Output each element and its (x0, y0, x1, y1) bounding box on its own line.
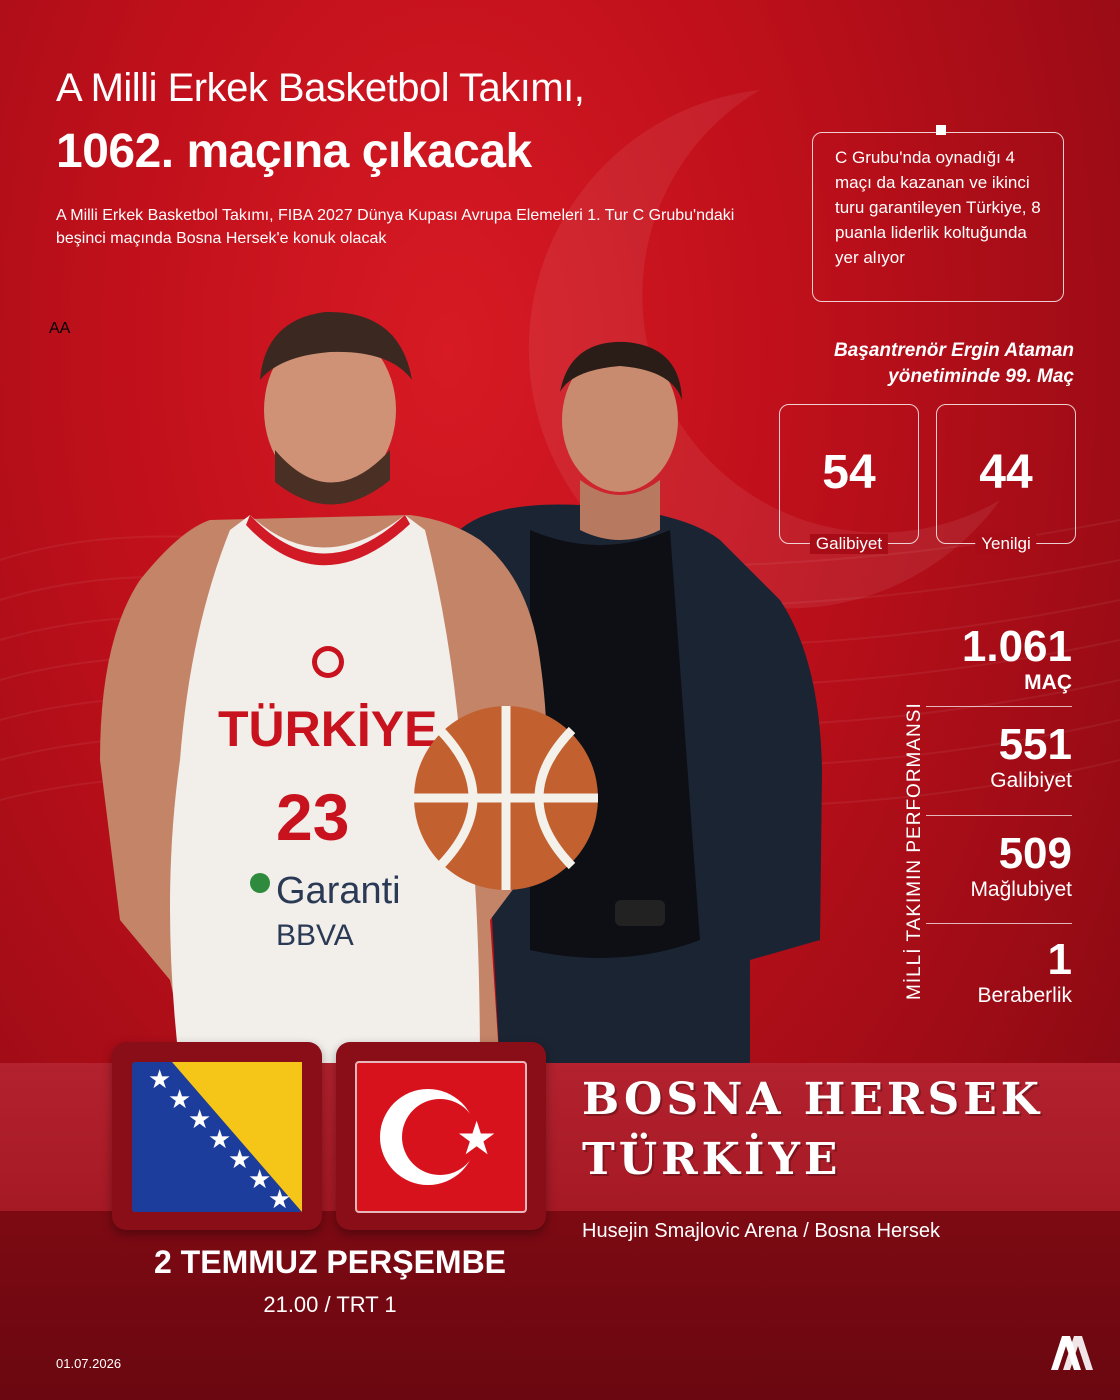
perf-item-matches (962, 624, 1072, 696)
svg-text:★: ★ (268, 1185, 292, 1215)
match-time: 21.00 / TRT 1 (263, 1292, 397, 1317)
coach-losses-box (936, 404, 1076, 553)
bosnia-flag-icon (132, 1062, 302, 1215)
coach-wins-value: 54 (822, 446, 876, 499)
coach-heading (834, 338, 1074, 390)
group-info-box (812, 132, 1064, 302)
svg-text:★: ★ (168, 1085, 192, 1115)
coach-wins-box (779, 404, 919, 553)
perf-value: 1.061 (961, 622, 1072, 671)
coach-losses-value: 44 (979, 446, 1033, 499)
divider (926, 706, 1072, 707)
perf-value: 1 (1047, 935, 1072, 984)
group-info-text: C Grubu'nda oynadığı 4 maçı da kazanan ve ikinci turu garantileyen Türkiye, 8 puanla liderlik koltuğunda yer alıyor (835, 148, 1041, 267)
match-venue: Husejin Smajlovic Arena / Bosna Hersek (582, 1220, 940, 1242)
coach-wins-label: Galibiyet (810, 534, 888, 554)
page-subtitle: A Milli Erkek Basketbol Takımı, FIBA 2027 Dünya Kupası Avrupa Elemeleri 1. Tur C Grubu'ndaki beşinci maçında Bosna Hersek'e konuk olacak (56, 207, 735, 247)
perf-label: Beraberlik (977, 984, 1072, 1007)
perf-label: MAÇ (1024, 671, 1072, 694)
page-title-line2: 1062. maçına çıkacak (56, 125, 532, 178)
team2-name: TÜRKİYE (582, 1134, 842, 1185)
svg-text:★: ★ (188, 1105, 212, 1135)
basketball-icon (414, 706, 598, 890)
players-illustration (60, 300, 840, 1070)
performance-title: MİLLİ TAKIMIN PERFORMANSI (904, 702, 925, 1000)
svg-text:★: ★ (228, 1145, 252, 1175)
perf-value: 509 (998, 829, 1072, 878)
turkey-flag-icon (356, 1062, 526, 1212)
jersey-number: 23 (276, 780, 350, 854)
sponsor-logo-icon (250, 873, 270, 893)
coach-losses-label: Yenilgi (975, 534, 1036, 554)
coach-line1: Başantrenör Ergin Ataman (833, 340, 1074, 361)
match-teams (582, 1070, 1043, 1190)
perf-label: Galibiyet (990, 769, 1072, 792)
match-date: 2 TEMMUZ PERŞEMBE (153, 1244, 507, 1280)
svg-text:★: ★ (148, 1065, 172, 1095)
divider (926, 923, 1072, 924)
sponsor-line1: Garanti (276, 870, 401, 912)
sponsor-line2: BBVA (276, 919, 354, 952)
publish-date: 01.07.2026 (56, 1356, 122, 1371)
coach-line2: yönetiminde 99. Maç (888, 366, 1074, 387)
page-title-line1: A Milli Erkek Basketbol Takımı, (56, 66, 585, 110)
perf-item-wins (990, 722, 1072, 794)
svg-text:★: ★ (208, 1125, 232, 1155)
bosnia-flag-card (112, 1042, 322, 1230)
perf-item-losses (970, 831, 1072, 903)
perf-value: 551 (998, 720, 1072, 769)
turkey-flag-card (336, 1042, 546, 1230)
agency-name: AA (49, 320, 71, 337)
infobox-marker (936, 125, 946, 135)
divider (926, 815, 1072, 816)
perf-label: Mağlubiyet (970, 878, 1072, 901)
team1-name: BOSNA HERSEK (582, 1074, 1044, 1125)
svg-text:★: ★ (248, 1165, 272, 1195)
svg-text:★: ★ (456, 1111, 498, 1165)
perf-item-draws (977, 937, 1072, 1009)
jersey-text: TÜRKİYE (218, 701, 438, 757)
